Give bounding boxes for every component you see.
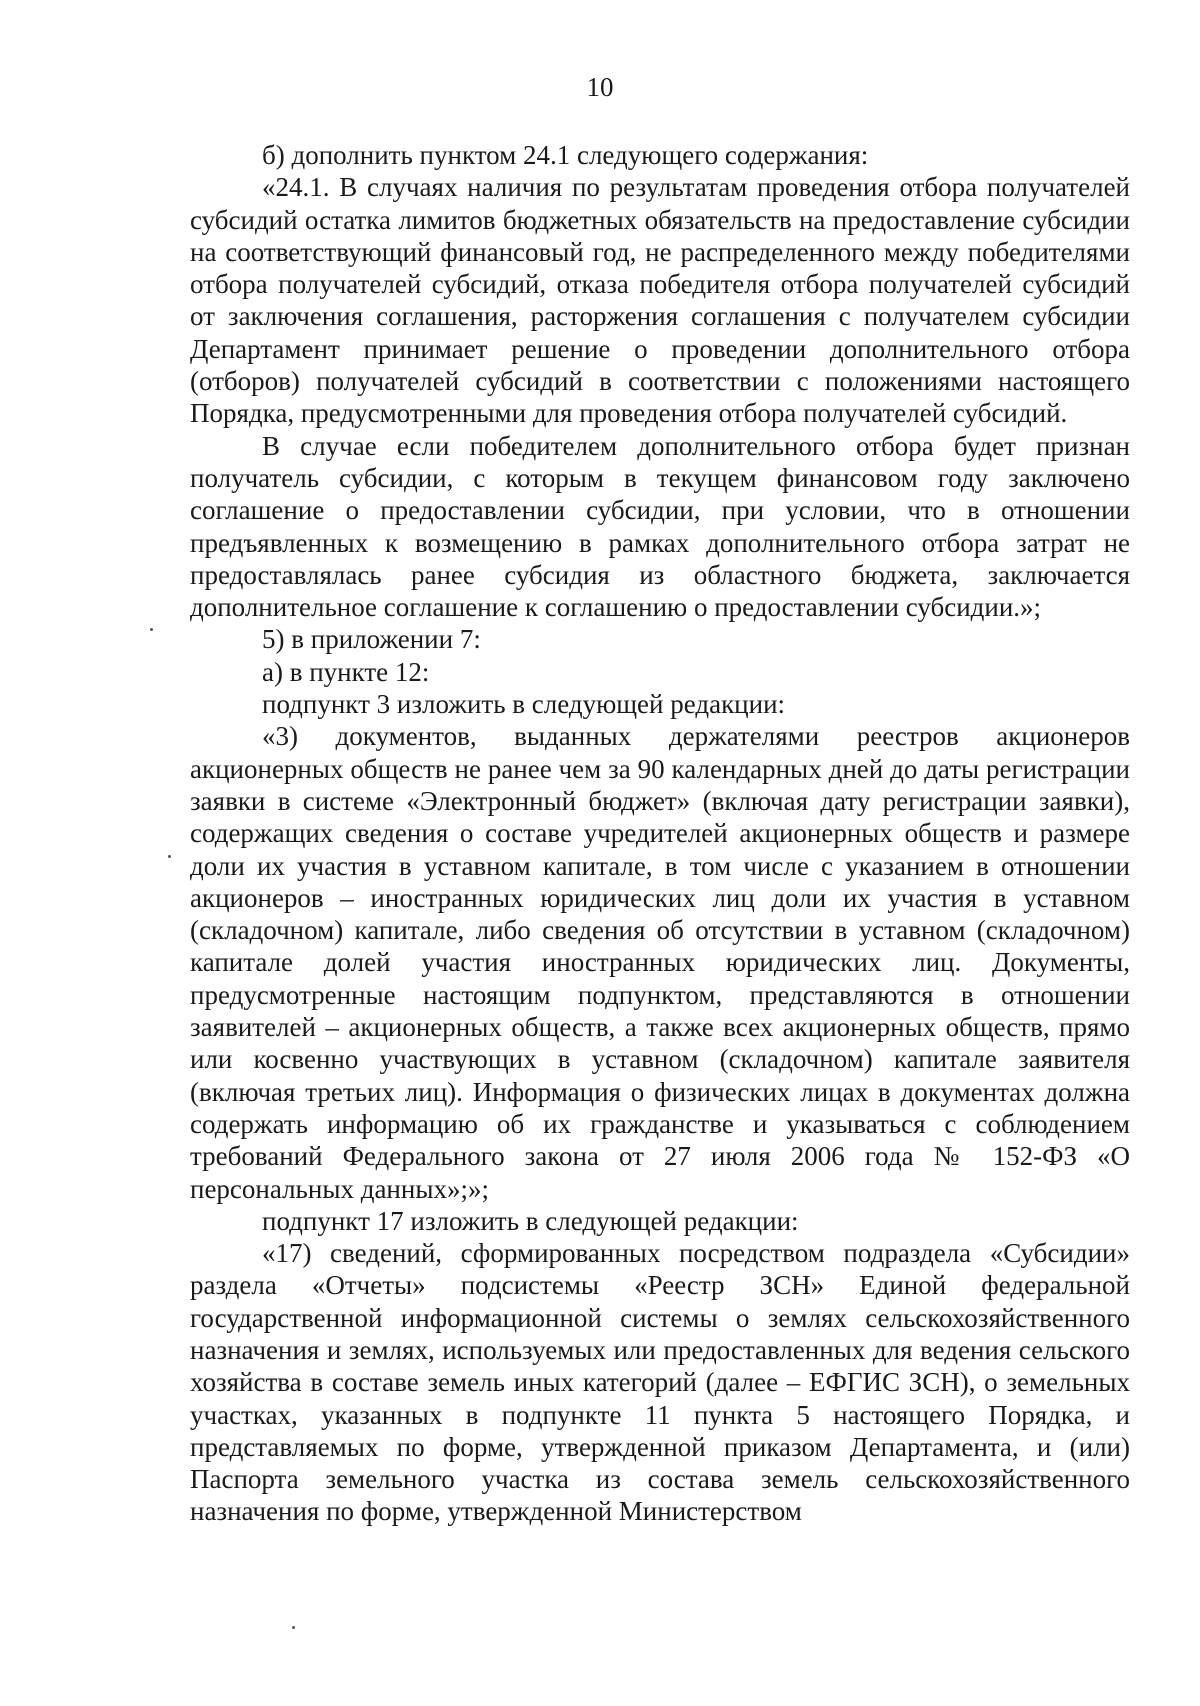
paragraph-subitem-17: «17) сведений, сформированных посредством подраздела «Субсидии» раздела «Отчеты» подсистемы «Реестр ЗСН» Единой федеральной государственной информационной системы о землях сельскохозяйственного назначения и землях, используемых или предоставленных для ведения сельского хозяйства в составе земель иных категорий (далее – ЕФГИС ЗСН), о земельных участках, указанных в подпункте 11 пункта 5 настоящего Порядка, и представляемых по форме, утвержденной приказом Департамента, и (или) Паспорта земельного участка из состава земель сельскохозяйственного назначения по форме, утвержденной Министерством [190, 1238, 1130, 1527]
paragraph-item-5: 5) в приложении 7: [262, 624, 481, 655]
paragraph-subitem-17-intro: подпункт 17 изложить в следующей редакции: [262, 1205, 799, 1236]
paragraph-subitem-3: «3) документов, выданных держателями реестров акционеров акционерных обществ не ранее чем за 90 календарных дней до даты регистрации заявки в системе «Электронный бюджет» (включая дату регистрации заявки), содержащих сведения о составе учредителей акционерных обществ и размере доли их участия в уставном капитале, в том числе с указанием в отношении акционеров – иностранных юридических лиц доли их участия в уставном (складочном) капитале, либо сведения об отсутствии в уставном (складочном) капитале долей участия иностранных юридических лиц. Документы, предусмотренные настоящим подпунктом, представляются в отношении заявителей – акционерных обществ, а также всех акционерных обществ, прямо или косвенно участвующих в уставном (складочном) капитале заявителя (включая третьих лиц). Информация о физических лицах в документах должна содержать информацию об их гражданстве и указываться с соблюдением требований Федерального закона от 27 июля 2006 года № 152-ФЗ «О персональных данных»;»; [190, 721, 1130, 1204]
paragraph-clause-24-1: «24.1. В случаях наличия по результатам проведения отбора получателей субсидий остатка лимитов бюджетных обязательств на предоставление субсидии на соответствующий финансовый год, не распределенного между победителями отбора получателей субсидий, отказа победителя отбора получателей субсидий от заключения соглашения, расторжения соглашения с получателем субсидии Департамент принимает решение о проведении дополнительного отбора (отборов) получателей субсидий в соответствии с положениями настоящего Порядка, предусмотренными для проведения отбора получателей субсидий. [190, 172, 1130, 429]
paragraph-subitem-3-intro: подпункт 3 изложить в следующей редакции: [262, 689, 786, 720]
paragraph-additional-selection: В случае если победителем дополнительного отбора будет признан получатель субсидии, с которым в текущем финансовом году заключено соглашение о предоставлении субсидии, при условии, что в отношении предъявленных к возмещению в рамках дополнительного отбора затрат не предоставлялась ранее субсидия из областного бюджета, заключается дополнительное соглашение к соглашению о предоставлении субсидии.»; [190, 430, 1130, 623]
scan-speck [292, 1626, 295, 1629]
scan-speck [168, 855, 171, 858]
scan-speck [150, 628, 153, 631]
page-number: 10 [586, 72, 614, 102]
document-body [190, 139, 1130, 1528]
paragraph-item-a: а) в пункте 12: [262, 656, 430, 687]
paragraph-amendment-b: б) дополнить пунктом 24.1 следующего содержания: [262, 140, 869, 170]
